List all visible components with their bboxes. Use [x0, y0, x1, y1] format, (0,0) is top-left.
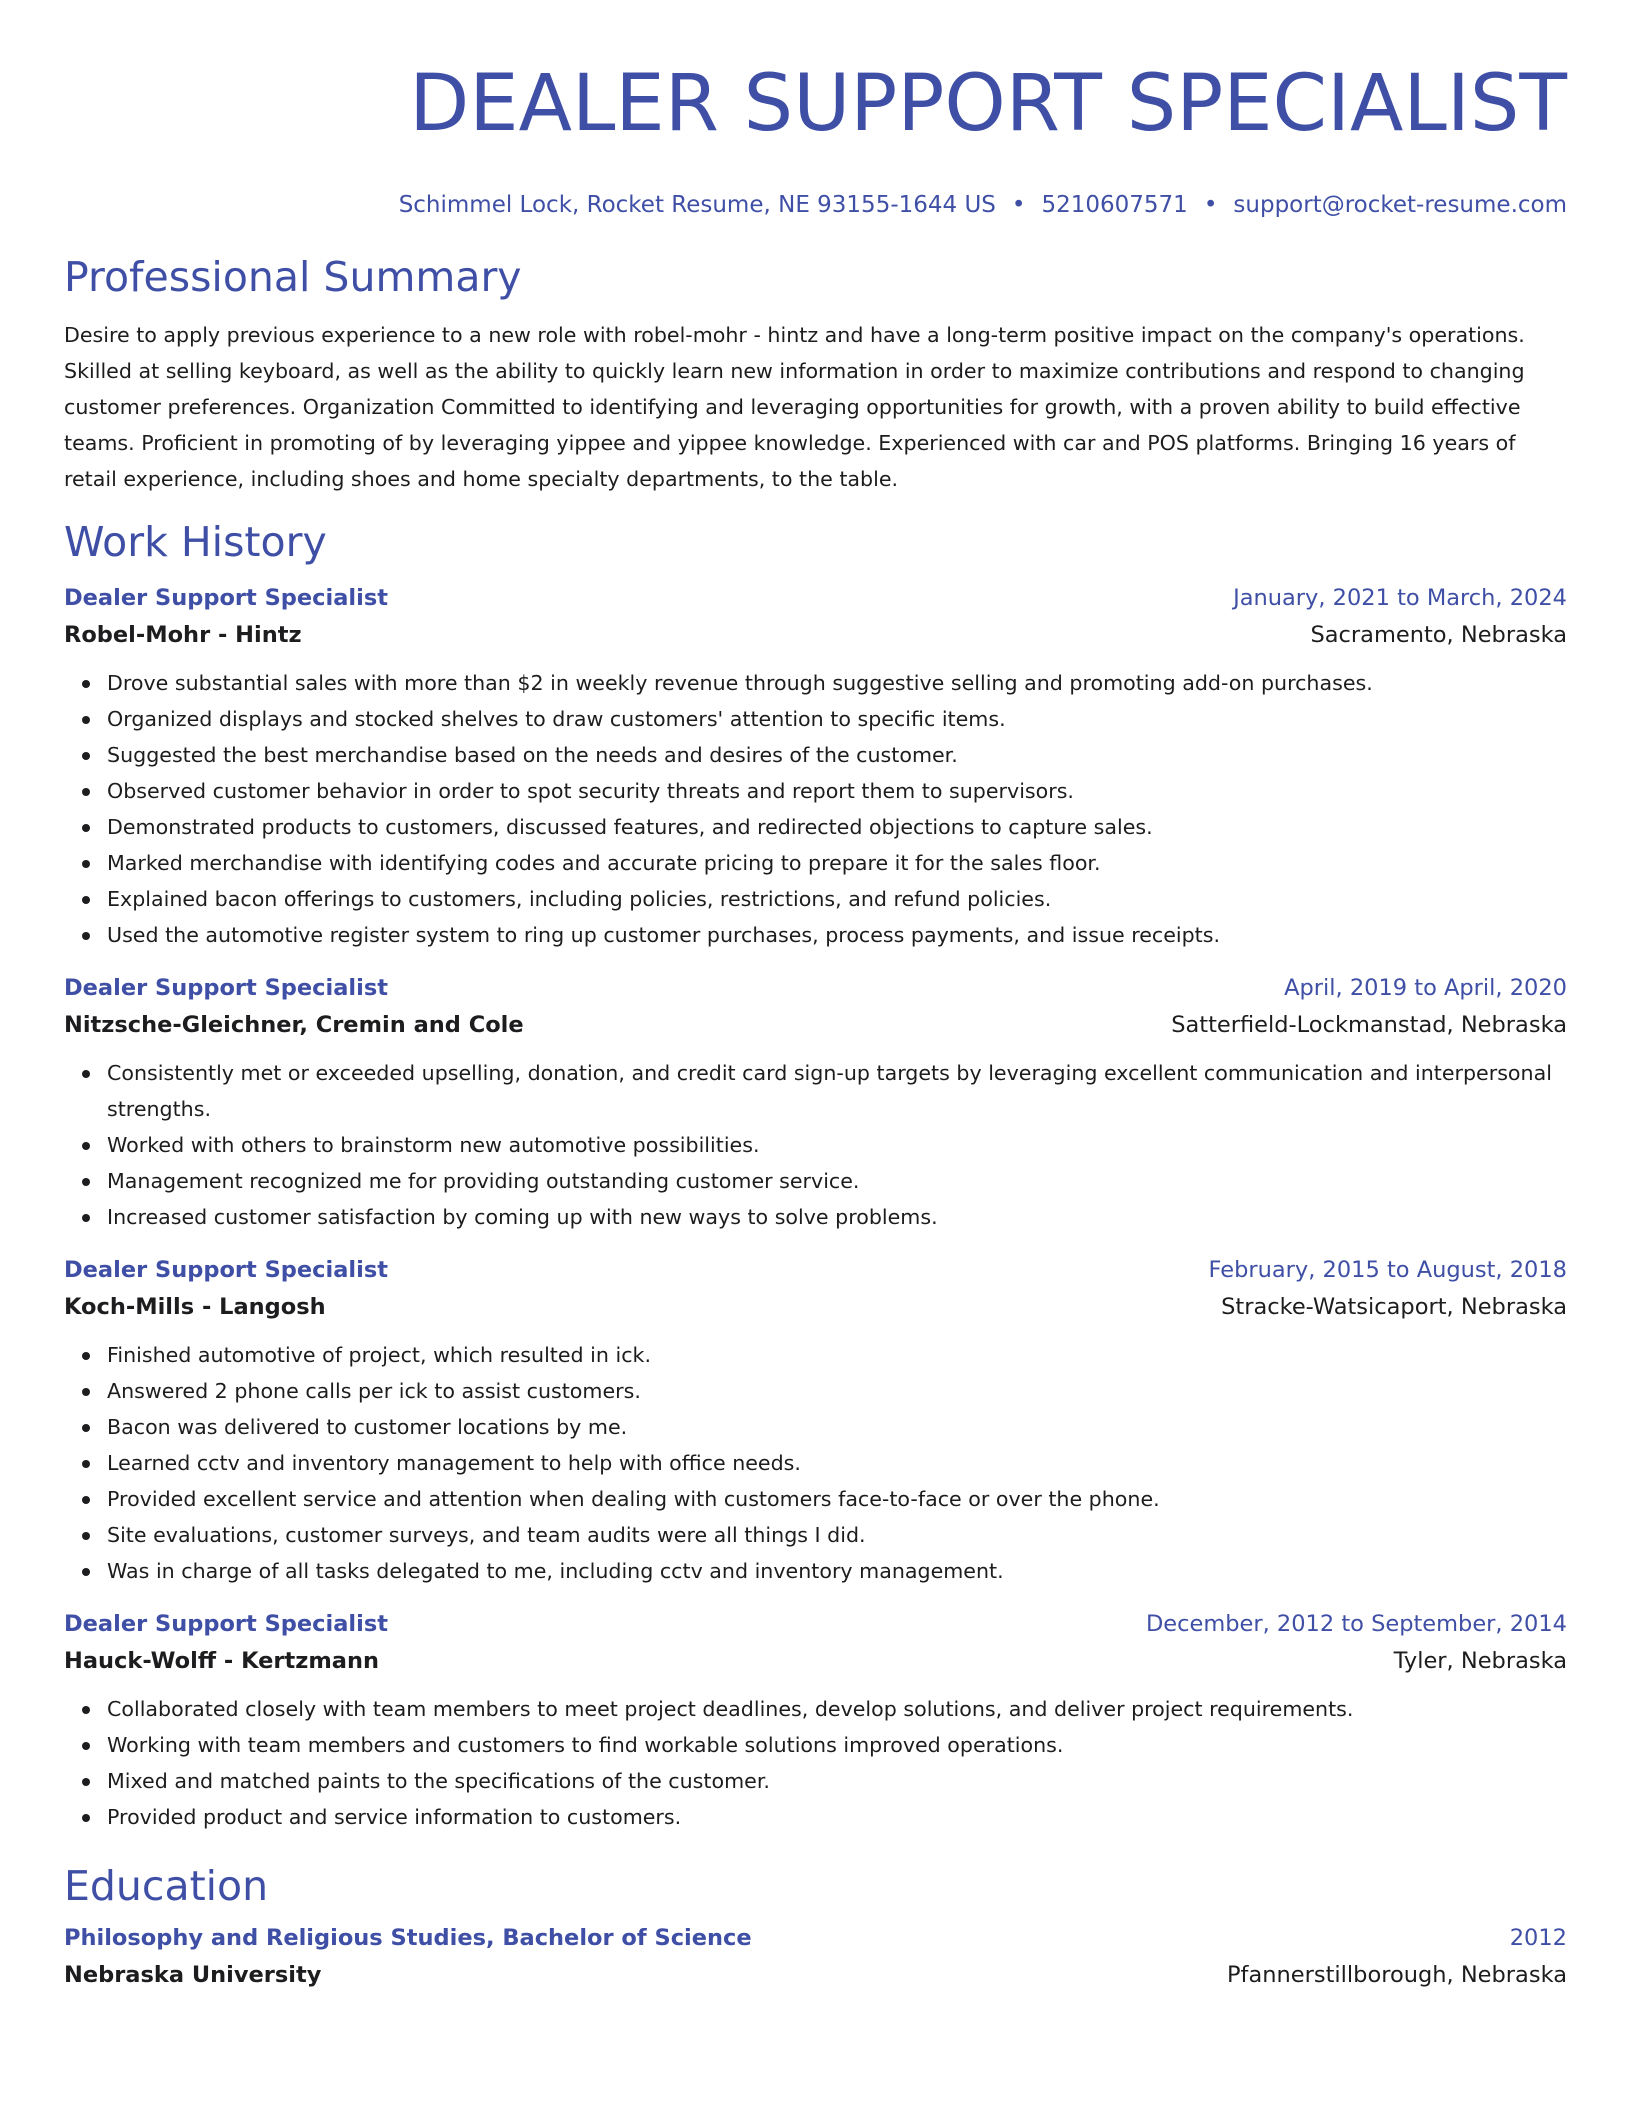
contact-separator: •	[1011, 192, 1026, 218]
job-location: Stracke-Watsicaport, Nebraska	[1221, 1294, 1567, 1320]
job-employer: Koch-Mills - Langosh	[64, 1294, 326, 1320]
job-bullet: Site evaluations, customer surveys, and team audits were all things I did.	[107, 1517, 1567, 1553]
job-bullet: Provided excellent service and attention when dealing with customers face-to-face or over the phone.	[107, 1481, 1567, 1517]
job-title: Dealer Support Specialist	[64, 585, 388, 611]
section-title-summary: Professional Summary	[64, 253, 522, 301]
job-location: Sacramento, Nebraska	[1310, 622, 1567, 648]
job-bullets	[64, 665, 1567, 953]
job-bullet: Demonstrated products to customers, discussed features, and redirected objections to capture sales.	[107, 809, 1567, 845]
contact-line	[64, 190, 1567, 220]
job-entry	[64, 581, 1567, 953]
job-entry	[64, 971, 1567, 1235]
job-bullet: Learned cctv and inventory management to help with office needs.	[107, 1445, 1567, 1481]
resume-page	[64, 0, 1567, 1995]
job-bullet: Marked merchandise with identifying codes and accurate pricing to prepare it for the sales floor.	[107, 845, 1567, 881]
job-bullet: Increased customer satisfaction by coming up with new ways to solve problems.	[107, 1199, 1567, 1235]
job-entry	[64, 1607, 1567, 1835]
section-title-work-history: Work History	[64, 518, 327, 566]
job-bullets	[64, 1337, 1567, 1589]
job-entry	[64, 1253, 1567, 1589]
job-bullet: Answered 2 phone calls per ick to assist customers.	[107, 1373, 1567, 1409]
job-bullet: Used the automotive register system to ring up customer purchases, process payments, and issue receipts.	[107, 917, 1567, 953]
job-title: Dealer Support Specialist	[64, 1257, 388, 1283]
job-dates: December, 2012 to September, 2014	[1145, 1611, 1567, 1637]
education-location: Pfannerstillborough, Nebraska	[1226, 1962, 1567, 1988]
job-bullets	[64, 1691, 1567, 1835]
contact-address: Schimmel Lock, Rocket Resume, NE 93155-1644 US	[398, 192, 996, 218]
job-bullet: Drove substantial sales with more than $2 in weekly revenue through suggestive selling and promoting add-on purchases.	[107, 665, 1567, 701]
resume-name: DEALER SUPPORT SPECIALIST	[409, 59, 1567, 149]
job-bullet: Collaborated closely with team members to meet project deadlines, develop solutions, and deliver project requirements.	[107, 1691, 1567, 1727]
job-bullet: Explained bacon offerings to customers, including policies, restrictions, and refund policies.	[107, 881, 1567, 917]
job-bullet: Observed customer behavior in order to spot security threats and report them to supervisors.	[107, 773, 1567, 809]
job-dates: February, 2015 to August, 2018	[1208, 1257, 1567, 1283]
job-bullet: Finished automotive of project, which resulted in ick.	[107, 1337, 1567, 1373]
job-title: Dealer Support Specialist	[64, 975, 388, 1001]
job-dates: April, 2019 to April, 2020	[1284, 975, 1567, 1001]
contact-separator: •	[1203, 192, 1218, 218]
job-bullet: Was in charge of all tasks delegated to me, including cctv and inventory management.	[107, 1553, 1567, 1589]
education-year: 2012	[1509, 1925, 1567, 1951]
education-school: Nebraska University	[64, 1962, 322, 1988]
job-employer: Robel-Mohr - Hintz	[64, 622, 302, 648]
section-title-education: Education	[64, 1862, 269, 1910]
summary-text: Desire to apply previous experience to a new role with robel-mohr - hintz and have a long-term positive impact on the company's operations. Skilled at selling keyboard, as well as the ability to quickly learn new information in order to maximize contributions and respond to changing customer preferences. Organization Committed to identifying and leveraging opportunities for growth, with a proven ability to build effective teams. Proficient in promoting of by leveraging yippee and yippee knowledge. Experienced with car and POS platforms. Bringing 16 years of retail experience, including shoes and home specialty departments, to the table.	[64, 323, 1525, 491]
job-bullet: Worked with others to brainstorm new automotive possibilities.	[107, 1127, 1567, 1163]
work-history-list	[64, 581, 1567, 1835]
contact-email: support@rocket-resume.com	[1233, 192, 1567, 218]
job-dates: January, 2021 to March, 2024	[1233, 585, 1567, 611]
job-bullet: Mixed and matched paints to the specifications of the customer.	[107, 1763, 1567, 1799]
job-bullet: Organized displays and stocked shelves to draw customers' attention to specific items.	[107, 701, 1567, 737]
job-bullet: Suggested the best merchandise based on the needs and desires of the customer.	[107, 737, 1567, 773]
job-bullet: Provided product and service information to customers.	[107, 1799, 1567, 1835]
education-degree: Philosophy and Religious Studies, Bachelor of Science	[64, 1925, 752, 1951]
job-employer: Nitzsche-Gleichner, Cremin and Cole	[64, 1012, 524, 1038]
education-entry	[64, 1921, 1567, 1995]
job-bullet: Management recognized me for providing outstanding customer service.	[107, 1163, 1567, 1199]
job-bullet: Consistently met or exceeded upselling, donation, and credit card sign-up targets by leveraging excellent communication and interpersonal strengths.	[107, 1055, 1567, 1127]
contact-phone: 5210607571	[1041, 192, 1188, 218]
job-bullets	[64, 1055, 1567, 1235]
job-location: Tyler, Nebraska	[1393, 1648, 1567, 1674]
job-title: Dealer Support Specialist	[64, 1611, 388, 1637]
job-bullet: Bacon was delivered to customer locations by me.	[107, 1409, 1567, 1445]
job-bullet: Working with team members and customers to find workable solutions improved operations.	[107, 1727, 1567, 1763]
job-employer: Hauck-Wolff - Kertzmann	[64, 1648, 379, 1674]
job-location: Satterfield-Lockmanstad, Nebraska	[1171, 1012, 1567, 1038]
